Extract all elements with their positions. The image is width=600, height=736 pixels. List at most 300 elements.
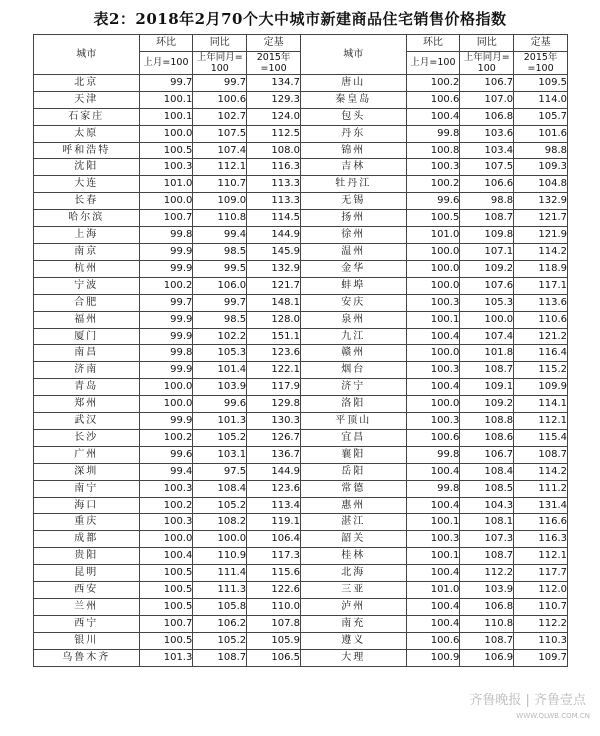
mom-cell: 99.7: [139, 294, 193, 311]
header-base-right: 定基: [514, 35, 568, 52]
base-cell: 116.4: [514, 345, 568, 362]
mom-cell: 100.0: [406, 260, 460, 277]
mom-cell: 101.0: [139, 176, 193, 193]
header-city-left: 城市: [34, 35, 140, 75]
base-cell: 121.7: [247, 277, 301, 294]
table-row: [34, 142, 568, 159]
base-cell: 108.7: [514, 446, 568, 463]
mom-cell: 100.1: [406, 514, 460, 531]
base-cell: 113.4: [247, 497, 301, 514]
table-row: [34, 497, 568, 514]
yoy-cell: 103.9: [193, 379, 247, 396]
base-cell: 128.0: [247, 311, 301, 328]
yoy-cell: 102.2: [193, 328, 247, 345]
city-cell: 大理: [300, 649, 406, 666]
city-cell: 重庆: [34, 514, 140, 531]
table-row: [34, 328, 568, 345]
table-row: [34, 227, 568, 244]
mom-cell: 100.5: [139, 632, 193, 649]
table-row: [34, 311, 568, 328]
yoy-cell: 110.7: [193, 176, 247, 193]
table-row: [34, 91, 568, 108]
yoy-cell: 106.8: [460, 599, 514, 616]
mom-cell: 100.4: [406, 615, 460, 632]
mom-cell: 100.1: [406, 548, 460, 565]
base-cell: 132.9: [247, 260, 301, 277]
mom-cell: 99.8: [406, 125, 460, 142]
mom-cell: 100.2: [406, 74, 460, 91]
city-cell: 唐山: [300, 74, 406, 91]
table-row: [34, 531, 568, 548]
mom-cell: 99.4: [139, 463, 193, 480]
mom-cell: 100.3: [406, 362, 460, 379]
base-cell: 105.9: [247, 632, 301, 649]
mom-cell: 100.2: [406, 176, 460, 193]
yoy-cell: 107.4: [460, 328, 514, 345]
yoy-cell: 101.3: [193, 413, 247, 430]
base-cell: 129.3: [247, 91, 301, 108]
yoy-cell: 108.7: [193, 649, 247, 666]
mom-cell: 100.0: [139, 125, 193, 142]
base-cell: 114.2: [514, 243, 568, 260]
base-cell: 110.0: [247, 599, 301, 616]
city-cell: 沈阳: [34, 159, 140, 176]
mom-cell: 99.9: [139, 413, 193, 430]
header-mom-sub-right: 上月=100: [406, 51, 460, 74]
yoy-cell: 109.2: [460, 396, 514, 413]
mom-cell: 100.0: [139, 379, 193, 396]
base-cell: 106.5: [247, 649, 301, 666]
mom-cell: 99.9: [139, 362, 193, 379]
yoy-cell: 103.6: [460, 125, 514, 142]
base-cell: 129.8: [247, 396, 301, 413]
yoy-cell: 108.7: [460, 362, 514, 379]
yoy-cell: 103.9: [460, 582, 514, 599]
table-row: [34, 210, 568, 227]
base-cell: 119.1: [247, 514, 301, 531]
city-cell: 温州: [300, 243, 406, 260]
yoy-cell: 101.4: [193, 362, 247, 379]
base-cell: 110.6: [514, 311, 568, 328]
city-cell: 银川: [34, 632, 140, 649]
base-cell: 123.6: [247, 480, 301, 497]
yoy-cell: 108.4: [460, 463, 514, 480]
yoy-cell: 106.8: [460, 108, 514, 125]
mom-cell: 100.0: [139, 396, 193, 413]
base-cell: 115.4: [514, 429, 568, 446]
price-index-table: [33, 34, 568, 667]
base-cell: 122.6: [247, 582, 301, 599]
yoy-cell: 109.1: [460, 379, 514, 396]
mom-cell: 100.6: [406, 429, 460, 446]
city-cell: 金华: [300, 260, 406, 277]
base-cell: 116.3: [514, 531, 568, 548]
yoy-cell: 106.2: [193, 615, 247, 632]
yoy-cell: 105.2: [193, 429, 247, 446]
city-cell: 韶关: [300, 531, 406, 548]
city-cell: 上海: [34, 227, 140, 244]
yoy-cell: 108.2: [193, 514, 247, 531]
base-cell: 112.5: [247, 125, 301, 142]
mom-cell: 100.1: [406, 311, 460, 328]
mom-cell: 100.0: [139, 531, 193, 548]
header-base-sub-right: 2015年 =100: [514, 51, 568, 74]
header-base-sub-left: 2015年 =100: [247, 51, 301, 74]
mom-cell: 100.3: [139, 480, 193, 497]
mom-cell: 99.8: [139, 345, 193, 362]
base-cell: 116.6: [514, 514, 568, 531]
city-cell: 呼和浩特: [34, 142, 140, 159]
mom-cell: 99.8: [406, 480, 460, 497]
base-cell: 132.9: [514, 193, 568, 210]
city-cell: 武汉: [34, 413, 140, 430]
table-row: [34, 345, 568, 362]
table-row: [34, 193, 568, 210]
yoy-cell: 105.2: [193, 497, 247, 514]
yoy-cell: 105.8: [193, 599, 247, 616]
table-row: [34, 463, 568, 480]
watermark: 齐鲁晚报 | 齐鲁壹点: [469, 693, 586, 708]
yoy-cell: 107.4: [193, 142, 247, 159]
mom-cell: 99.9: [139, 243, 193, 260]
table-title: 表2：2018年2月70个大中城市新建商品住宅销售价格指数: [93, 10, 507, 28]
base-cell: 109.3: [514, 159, 568, 176]
base-cell: 114.0: [514, 91, 568, 108]
city-cell: 桂林: [300, 548, 406, 565]
city-cell: 丹东: [300, 125, 406, 142]
base-cell: 112.1: [514, 548, 568, 565]
mom-cell: 99.8: [406, 446, 460, 463]
header-yoy-sub-left: 上年同月= 100: [193, 51, 247, 74]
yoy-cell: 107.0: [460, 91, 514, 108]
mom-cell: 100.1: [139, 91, 193, 108]
yoy-cell: 103.4: [460, 142, 514, 159]
mom-cell: 100.0: [406, 396, 460, 413]
city-cell: 南充: [300, 615, 406, 632]
yoy-cell: 108.7: [460, 632, 514, 649]
base-cell: 122.1: [247, 362, 301, 379]
mom-cell: 100.1: [139, 108, 193, 125]
yoy-cell: 98.5: [193, 243, 247, 260]
yoy-cell: 100.0: [193, 531, 247, 548]
mom-cell: 100.4: [406, 497, 460, 514]
base-cell: 109.7: [514, 649, 568, 666]
city-cell: 杭州: [34, 260, 140, 277]
base-cell: 121.9: [514, 227, 568, 244]
city-cell: 西宁: [34, 615, 140, 632]
city-cell: 湛江: [300, 514, 406, 531]
city-cell: 广州: [34, 446, 140, 463]
base-cell: 114.5: [247, 210, 301, 227]
city-cell: 常德: [300, 480, 406, 497]
base-cell: 145.9: [247, 243, 301, 260]
mom-cell: 100.0: [406, 277, 460, 294]
yoy-cell: 105.3: [460, 294, 514, 311]
base-cell: 113.3: [247, 176, 301, 193]
yoy-cell: 111.3: [193, 582, 247, 599]
city-cell: 蚌埠: [300, 277, 406, 294]
city-cell: 乌鲁木齐: [34, 649, 140, 666]
yoy-cell: 99.5: [193, 260, 247, 277]
mom-cell: 99.8: [139, 227, 193, 244]
yoy-cell: 99.4: [193, 227, 247, 244]
yoy-cell: 108.1: [460, 514, 514, 531]
city-cell: 包头: [300, 108, 406, 125]
yoy-cell: 106.7: [460, 446, 514, 463]
city-cell: 宜昌: [300, 429, 406, 446]
base-cell: 111.2: [514, 480, 568, 497]
city-cell: 西安: [34, 582, 140, 599]
yoy-cell: 100.6: [193, 91, 247, 108]
city-cell: 厦门: [34, 328, 140, 345]
table-row: [34, 108, 568, 125]
city-cell: 长沙: [34, 429, 140, 446]
city-cell: 遵义: [300, 632, 406, 649]
city-cell: 吉林: [300, 159, 406, 176]
city-cell: 昆明: [34, 565, 140, 582]
yoy-cell: 100.0: [460, 311, 514, 328]
city-cell: 洛阳: [300, 396, 406, 413]
base-cell: 144.9: [247, 463, 301, 480]
mom-cell: 100.7: [139, 210, 193, 227]
mom-cell: 100.0: [139, 193, 193, 210]
table-row: [34, 396, 568, 413]
mom-cell: 101.3: [139, 649, 193, 666]
base-cell: 98.8: [514, 142, 568, 159]
mom-cell: 100.2: [139, 497, 193, 514]
yoy-cell: 105.2: [193, 632, 247, 649]
mom-cell: 100.3: [139, 159, 193, 176]
yoy-cell: 106.9: [460, 649, 514, 666]
city-cell: 无锡: [300, 193, 406, 210]
yoy-cell: 109.2: [460, 260, 514, 277]
yoy-cell: 105.3: [193, 345, 247, 362]
city-cell: 石家庄: [34, 108, 140, 125]
city-cell: 宁波: [34, 277, 140, 294]
base-cell: 131.4: [514, 497, 568, 514]
base-cell: 105.7: [514, 108, 568, 125]
city-cell: 青岛: [34, 379, 140, 396]
city-cell: 泉州: [300, 311, 406, 328]
table-row: [34, 599, 568, 616]
mom-cell: 100.8: [406, 142, 460, 159]
mom-cell: 101.0: [406, 582, 460, 599]
table-row: [34, 429, 568, 446]
table-row: [34, 632, 568, 649]
yoy-cell: 107.5: [193, 125, 247, 142]
yoy-cell: 102.7: [193, 108, 247, 125]
header-yoy-left: 同比: [193, 35, 247, 52]
city-cell: 合肥: [34, 294, 140, 311]
table-row: [34, 514, 568, 531]
mom-cell: 100.6: [406, 91, 460, 108]
base-cell: 113.6: [514, 294, 568, 311]
city-cell: 天津: [34, 91, 140, 108]
base-cell: 117.9: [247, 379, 301, 396]
base-cell: 107.8: [247, 615, 301, 632]
city-cell: 安庆: [300, 294, 406, 311]
table-row: [34, 615, 568, 632]
yoy-cell: 99.7: [193, 294, 247, 311]
yoy-cell: 99.6: [193, 396, 247, 413]
city-cell: 哈尔滨: [34, 210, 140, 227]
yoy-cell: 108.7: [460, 548, 514, 565]
mom-cell: 100.6: [406, 632, 460, 649]
yoy-cell: 108.8: [460, 413, 514, 430]
city-cell: 九江: [300, 328, 406, 345]
table-row: [34, 74, 568, 91]
base-cell: 151.1: [247, 328, 301, 345]
table-row: [34, 159, 568, 176]
mom-cell: 100.3: [406, 413, 460, 430]
table-row: [34, 446, 568, 463]
city-cell: 郑州: [34, 396, 140, 413]
city-cell: 济宁: [300, 379, 406, 396]
base-cell: 112.2: [514, 615, 568, 632]
city-cell: 惠州: [300, 497, 406, 514]
header-city-right: 城市: [300, 35, 406, 75]
table-row: [34, 243, 568, 260]
header-mom-sub-left: 上月=100: [139, 51, 193, 74]
mom-cell: 100.4: [139, 548, 193, 565]
yoy-cell: 107.6: [460, 277, 514, 294]
table-row: [34, 649, 568, 666]
base-cell: 114.1: [514, 396, 568, 413]
mom-cell: 100.3: [139, 514, 193, 531]
base-cell: 118.9: [514, 260, 568, 277]
city-cell: 深圳: [34, 463, 140, 480]
mom-cell: 99.6: [406, 193, 460, 210]
city-cell: 烟台: [300, 362, 406, 379]
base-cell: 130.3: [247, 413, 301, 430]
table-row: [34, 480, 568, 497]
base-cell: 126.7: [247, 429, 301, 446]
city-cell: 海口: [34, 497, 140, 514]
header-yoy-right: 同比: [460, 35, 514, 52]
mom-cell: 100.3: [406, 531, 460, 548]
yoy-cell: 98.8: [460, 193, 514, 210]
watermark-url: WWW.QLWB.COM.CN: [516, 712, 590, 720]
table-row: [34, 548, 568, 565]
yoy-cell: 106.6: [460, 176, 514, 193]
base-cell: 115.6: [247, 565, 301, 582]
base-cell: 108.0: [247, 142, 301, 159]
base-cell: 121.2: [514, 328, 568, 345]
yoy-cell: 106.7: [460, 74, 514, 91]
mom-cell: 99.9: [139, 260, 193, 277]
base-cell: 117.1: [514, 277, 568, 294]
mom-cell: 99.9: [139, 311, 193, 328]
base-cell: 109.9: [514, 379, 568, 396]
header-mom-left: 环比: [139, 35, 193, 52]
yoy-cell: 112.2: [460, 565, 514, 582]
city-cell: 秦皇岛: [300, 91, 406, 108]
city-cell: 南京: [34, 243, 140, 260]
mom-cell: 100.4: [406, 599, 460, 616]
mom-cell: 99.7: [139, 74, 193, 91]
city-cell: 长春: [34, 193, 140, 210]
yoy-cell: 108.4: [193, 480, 247, 497]
yoy-cell: 97.5: [193, 463, 247, 480]
mom-cell: 100.2: [139, 277, 193, 294]
city-cell: 南昌: [34, 345, 140, 362]
base-cell: 112.0: [514, 582, 568, 599]
city-cell: 北京: [34, 74, 140, 91]
mom-cell: 100.4: [406, 565, 460, 582]
mom-cell: 100.5: [139, 142, 193, 159]
yoy-cell: 108.6: [460, 429, 514, 446]
city-cell: 兰州: [34, 599, 140, 616]
table-row: [34, 379, 568, 396]
table-row: [34, 413, 568, 430]
city-cell: 济南: [34, 362, 140, 379]
base-cell: 109.5: [514, 74, 568, 91]
mom-cell: 100.7: [139, 615, 193, 632]
base-cell: 144.9: [247, 227, 301, 244]
table-row: [34, 176, 568, 193]
city-cell: 赣州: [300, 345, 406, 362]
table-row: [34, 277, 568, 294]
header-yoy-sub-right: 上年同月= 100: [460, 51, 514, 74]
table-row: [34, 260, 568, 277]
base-cell: 101.6: [514, 125, 568, 142]
mom-cell: 100.3: [406, 294, 460, 311]
header-mom-right: 环比: [406, 35, 460, 52]
yoy-cell: 107.3: [460, 531, 514, 548]
base-cell: 121.7: [514, 210, 568, 227]
city-cell: 牡丹江: [300, 176, 406, 193]
base-cell: 124.0: [247, 108, 301, 125]
table-row: [34, 565, 568, 582]
mom-cell: 100.4: [406, 463, 460, 480]
base-cell: 104.8: [514, 176, 568, 193]
yoy-cell: 109.0: [193, 193, 247, 210]
yoy-cell: 104.3: [460, 497, 514, 514]
table-row: [34, 125, 568, 142]
city-cell: 三亚: [300, 582, 406, 599]
mom-cell: 100.9: [406, 649, 460, 666]
base-cell: 117.7: [514, 565, 568, 582]
mom-cell: 100.0: [406, 243, 460, 260]
base-cell: 114.2: [514, 463, 568, 480]
mom-cell: 100.4: [406, 379, 460, 396]
city-cell: 南宁: [34, 480, 140, 497]
mom-cell: 100.3: [406, 159, 460, 176]
yoy-cell: 108.7: [460, 210, 514, 227]
yoy-cell: 111.4: [193, 565, 247, 582]
mom-cell: 100.5: [139, 599, 193, 616]
base-cell: 115.2: [514, 362, 568, 379]
city-cell: 锦州: [300, 142, 406, 159]
city-cell: 扬州: [300, 210, 406, 227]
city-cell: 泸州: [300, 599, 406, 616]
yoy-cell: 98.5: [193, 311, 247, 328]
mom-cell: 100.4: [406, 108, 460, 125]
base-cell: 110.3: [514, 632, 568, 649]
city-cell: 成都: [34, 531, 140, 548]
mom-cell: 101.0: [406, 227, 460, 244]
mom-cell: 100.5: [139, 582, 193, 599]
yoy-cell: 107.5: [460, 159, 514, 176]
base-cell: 117.3: [247, 548, 301, 565]
mom-cell: 99.9: [139, 328, 193, 345]
yoy-cell: 103.1: [193, 446, 247, 463]
table-row: [34, 582, 568, 599]
base-cell: 123.6: [247, 345, 301, 362]
yoy-cell: 106.0: [193, 277, 247, 294]
mom-cell: 100.5: [406, 210, 460, 227]
yoy-cell: 107.1: [460, 243, 514, 260]
